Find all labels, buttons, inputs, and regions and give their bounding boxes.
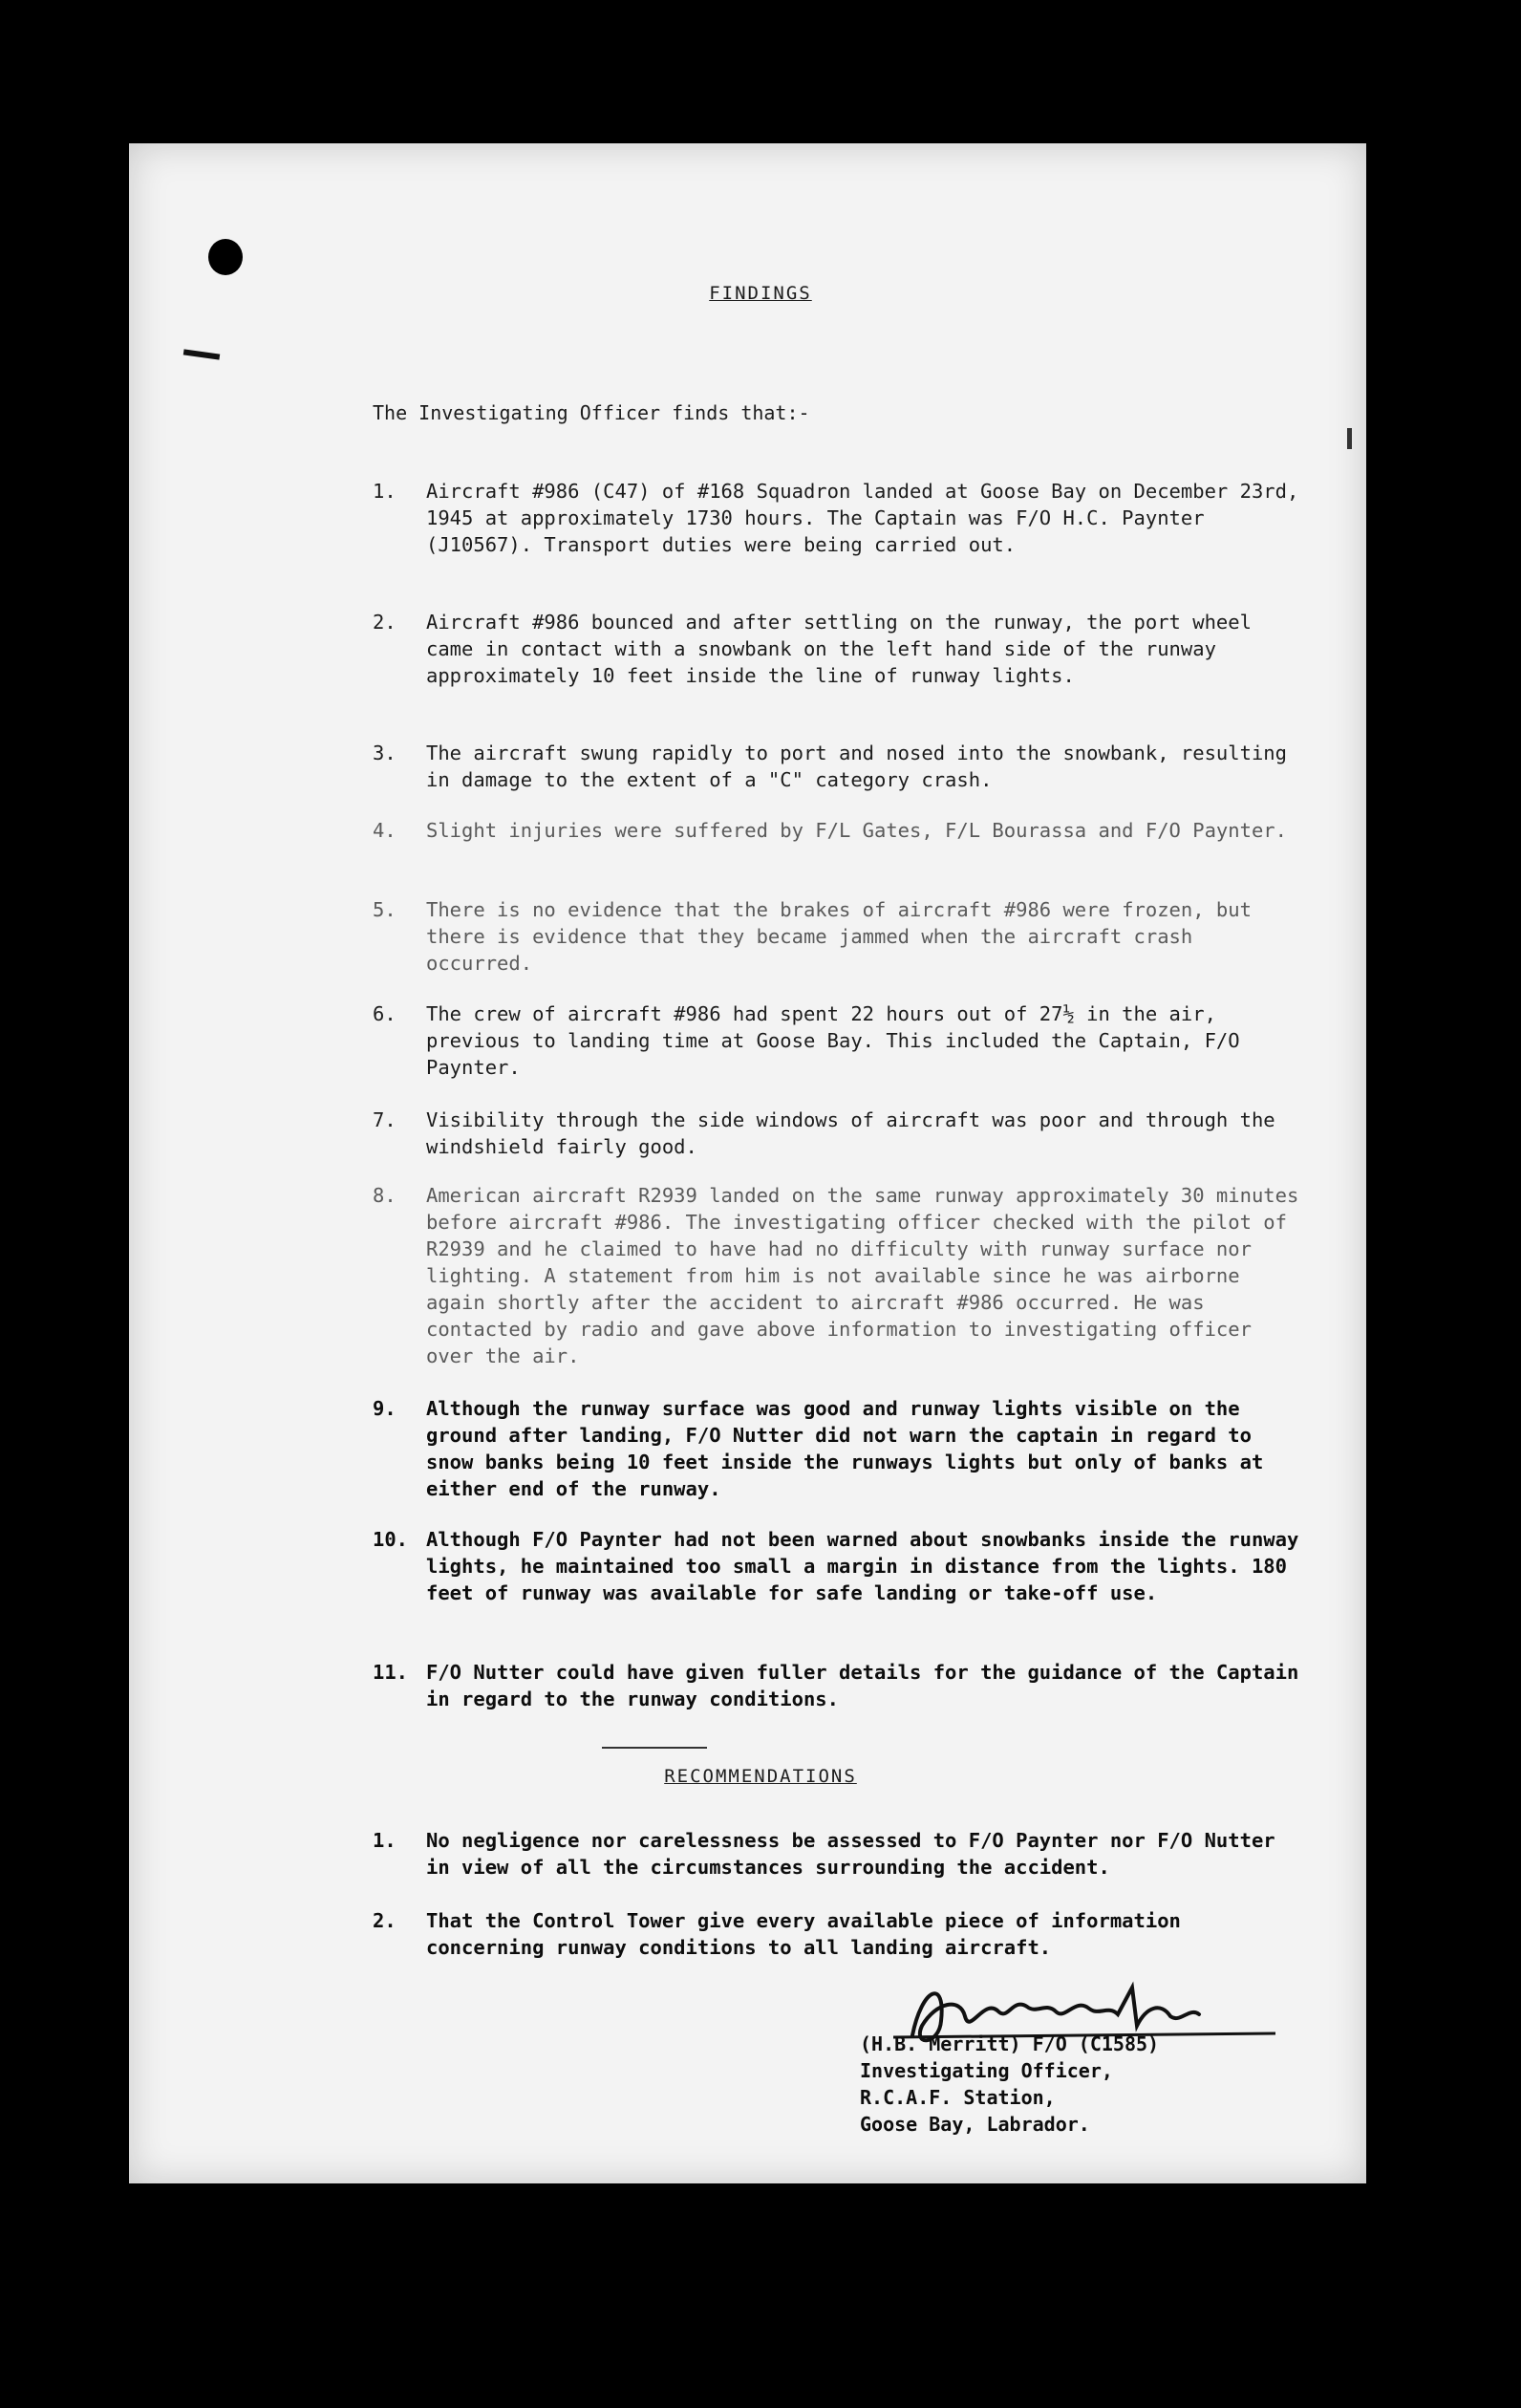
signatory-station: R.C.A.F. Station,	[860, 2086, 1056, 2109]
finding-item	[373, 1182, 1309, 1369]
item-text: F/O Nutter could have given fuller details for the guidance of the Captain in regard to the runway conditions.	[426, 1661, 1299, 1710]
recommendations-heading: RECOMMENDATIONS	[664, 1766, 857, 1787]
item-number: 2.	[373, 611, 396, 634]
item-text: American aircraft R2939 landed on the same runway approximately 30 minutes before aircraft #986. The investigating officer checked with the pilot of R2939 and he claimed to have had no difficulty with runway surface nor lighting. A statement from him is not available since he was airborne again shortly after the accident to aircraft #986 occurred. He was contacted by radio and gave above information to investigating officer over the air.	[426, 1184, 1299, 1367]
signatory-title: Investigating Officer,	[860, 2059, 1113, 2082]
signatory-name: (H.B. Merritt) F/O (C1585)	[860, 2032, 1160, 2055]
item-text: Slight injuries were suffered by F/L Gates, F/L Bourassa and F/O Paynter.	[426, 819, 1287, 842]
item-number: 9.	[373, 1397, 396, 1420]
finding-item	[373, 478, 1309, 558]
finding-item	[373, 1526, 1309, 1606]
item-text: There is no evidence that the brakes of aircraft #986 were frozen, but there is evidence that they became jammed when the aircraft crash occurred.	[426, 898, 1252, 975]
item-number: 2.	[373, 1909, 396, 1932]
finding-item	[373, 1659, 1309, 1712]
item-text: Aircraft #986 bounced and after settling on the runway, the port wheel came in contact with a snowbank on the left hand side of the runway approximately 10 feet inside the line of runway lights.	[426, 611, 1252, 687]
finding-item	[373, 609, 1309, 689]
item-text: That the Control Tower give every available piece of information concerning runway conditions to all landing aircraft.	[426, 1909, 1181, 1959]
item-number: 6.	[373, 1002, 396, 1025]
finding-item	[373, 896, 1309, 977]
finding-item	[373, 740, 1309, 793]
finding-item	[373, 1107, 1309, 1160]
item-number: 7.	[373, 1108, 396, 1131]
item-text: Although F/O Paynter had not been warned about snowbanks inside the runway lights, he maintained too small a margin in distance from the lights. 180 feet of runway was available for safe landing or take-off use.	[426, 1528, 1299, 1604]
item-number: 3.	[373, 742, 396, 764]
finding-item	[373, 1395, 1309, 1502]
item-number: 4.	[373, 819, 396, 842]
findings-heading: FINDINGS	[709, 283, 812, 304]
item-number: 11.	[373, 1661, 409, 1684]
item-text: The crew of aircraft #986 had spent 22 hours out of 27½ in the air, previous to landing time at Goose Bay. This included the Captain, F/O Paynter.	[426, 1002, 1240, 1079]
finding-item	[373, 1000, 1309, 1081]
item-text: Although the runway surface was good and runway lights visible on the ground after landing, F/O Nutter did not warn the captain in regard to snow banks being 10 feet inside the runways lights but only of banks at either end of the runway.	[426, 1397, 1264, 1500]
item-text: No negligence nor carelessness be assessed to F/O Paynter nor F/O Nutter in view of all the circumstances surrounding the accident.	[426, 1829, 1275, 1879]
item-number: 10.	[373, 1528, 409, 1551]
item-number: 1.	[373, 480, 396, 503]
signatory-location: Goose Bay, Labrador.	[860, 2113, 1090, 2136]
item-text: Visibility through the side windows of aircraft was poor and through the windshield fairly good.	[426, 1108, 1275, 1158]
recommendation-item	[373, 1827, 1309, 1881]
signature-block	[860, 2031, 1299, 2138]
item-number: 8.	[373, 1184, 396, 1207]
item-number: 1.	[373, 1829, 396, 1852]
recommendation-item	[373, 1907, 1309, 1961]
punch-hole	[208, 239, 243, 275]
margin-mark-right	[1347, 428, 1352, 449]
finding-item	[373, 817, 1309, 844]
separator-line	[602, 1747, 707, 1749]
intro-text: The Investigating Officer finds that:-	[373, 401, 810, 424]
item-text: Aircraft #986 (C47) of #168 Squadron landed at Goose Bay on December 23rd, 1945 at approximately 1730 hours. The Captain was F/O H.C. Paynter (J10567). Transport duties were being carried out.	[426, 480, 1299, 556]
item-number: 5.	[373, 898, 396, 921]
item-text: The aircraft swung rapidly to port and nosed into the snowbank, resulting in damage to the extent of a "C" category crash.	[426, 742, 1287, 791]
